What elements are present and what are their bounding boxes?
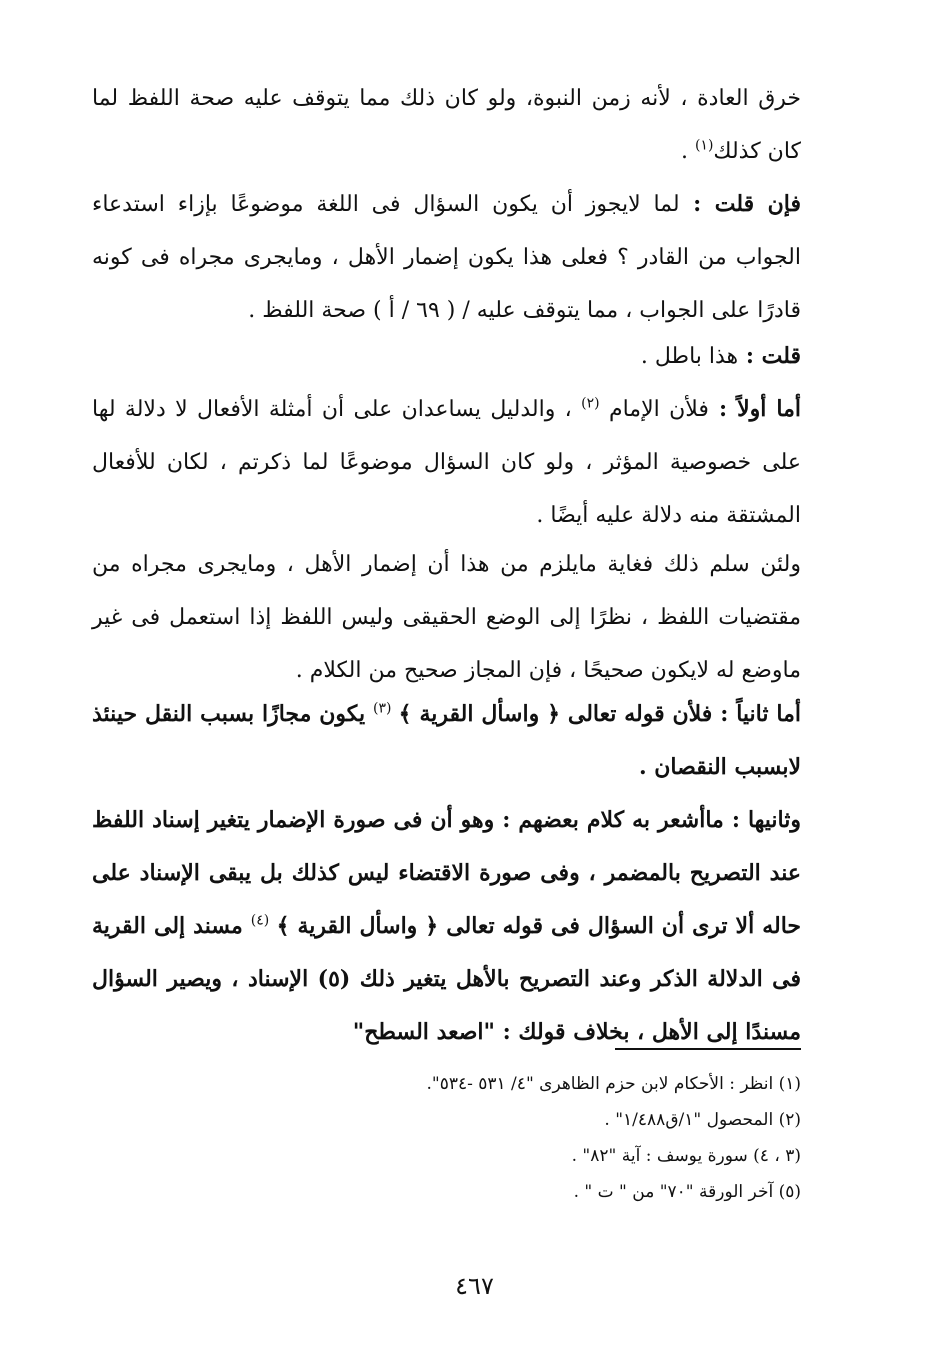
paragraph-tail: . bbox=[680, 139, 695, 164]
paragraph-lead: وثانيها : bbox=[723, 807, 801, 833]
paragraph-6 bbox=[92, 688, 801, 794]
footnotes bbox=[92, 1066, 801, 1210]
paragraph-tail: ، والدليل يساعدان على أن أمثلة الأفعال لا دلالة لها على خصوصية المؤثر ، ولو كان السؤال موضوعًا لما ذكرتم ، لكان للأفعال المشتقة منه دلالة عليه أيضًا . bbox=[92, 397, 801, 528]
footnote-2: (٢) المحصول "١/ق١/٤٨٨" . bbox=[604, 1110, 801, 1130]
footnote-ref: (٣) bbox=[372, 700, 392, 717]
paragraph-text: لما لايجوز أن يكون السؤال فى اللغة موضوعًا بإزاء استدعاء الجواب من القادر ؟ فعلى هذا يكون إضمار الأهل ، ومايجرى مجراه فى كونه قادرًا على الجواب ، مما يتوقف عليه / ( ٦٩ / أ ) صحة اللفظ . bbox=[92, 192, 801, 323]
footnote-ref: (٤) bbox=[250, 912, 270, 929]
paragraph-tail: مسند إلى القرية فى الدلالة الذكر وعند التصريح بالأهل يتغير ذلك (٥) الإسناد ، ويصير السؤال مسندًا إلى الأهل ، بخلاف قولك : "اصعد السطح" bbox=[92, 913, 801, 1045]
paragraph-5 bbox=[92, 538, 801, 697]
paragraph-lead: أما ثانياً : bbox=[712, 701, 801, 727]
paragraph-7 bbox=[92, 794, 801, 1059]
paragraph-2 bbox=[92, 178, 801, 337]
footnote-3-4: (٣ ، ٤) سورة يوسف : آية "٨٢" . bbox=[571, 1146, 801, 1166]
paragraph-3 bbox=[92, 330, 801, 383]
paragraph-text: ماأشعر به كلام بعضهم : وهو أن فى صورة الإضمار يتغير إسناد اللفظ عند التصريح بالمضمر ، وفى صورة الاقتضاء ليس كذلك بل يبقى الإسناد على حاله ألا ترى أن السؤال فى قوله تعالى ﴿ واسأل القرية ﴾ bbox=[92, 807, 802, 939]
paragraph-text: هذا باطل . bbox=[640, 344, 739, 369]
paragraph-1 bbox=[92, 72, 801, 178]
paragraph-text: خرق العادة ، لأنه زمن النبوة، ولو كان ذلك مما يتوقف عليه صحة اللفظ لما كان كذلك bbox=[92, 86, 801, 164]
paragraph-4 bbox=[92, 383, 801, 542]
footnote-5: (٥) آخر الورقة "٧٠" من " ت " . bbox=[573, 1182, 801, 1202]
footnote-ref: (١) bbox=[694, 137, 714, 154]
paragraph-text: ولئن سلم ذلك فغاية مايلزم من هذا أن إضمار الأهل ، ومايجرى مجراه من مقتضيات اللفظ ، نظرًا إلى الوضع الحقيقى وليس اللفظ إذا استعمل فى غير ماوضع له لايكون صحيحًا ، فإن المجاز صحيح من الكلام . bbox=[92, 552, 801, 683]
footnote-ref: (٢) bbox=[581, 395, 600, 412]
paragraph-lead: فإن قلت : bbox=[679, 191, 801, 217]
page-number: ٤٦٧ bbox=[455, 1272, 494, 1300]
footnote-1: (١) انظر : الأحكام لابن حزم الظاهرى "٤/ ٥٣١ -٥٣٤". bbox=[426, 1074, 801, 1094]
footnote-divider bbox=[615, 1048, 801, 1050]
paragraph-text: فلأن قوله تعالى ﴿ واسأل القرية ﴾ bbox=[398, 701, 713, 727]
paragraph-tail: يكون مجازًا بسبب النقل حينئذ لابسبب النقصان . bbox=[92, 701, 801, 780]
paragraph-lead: قلت : bbox=[738, 343, 801, 369]
paragraph-lead: أما أولاً : bbox=[708, 396, 802, 422]
paragraph-text: فلأن الإمام bbox=[608, 397, 709, 422]
